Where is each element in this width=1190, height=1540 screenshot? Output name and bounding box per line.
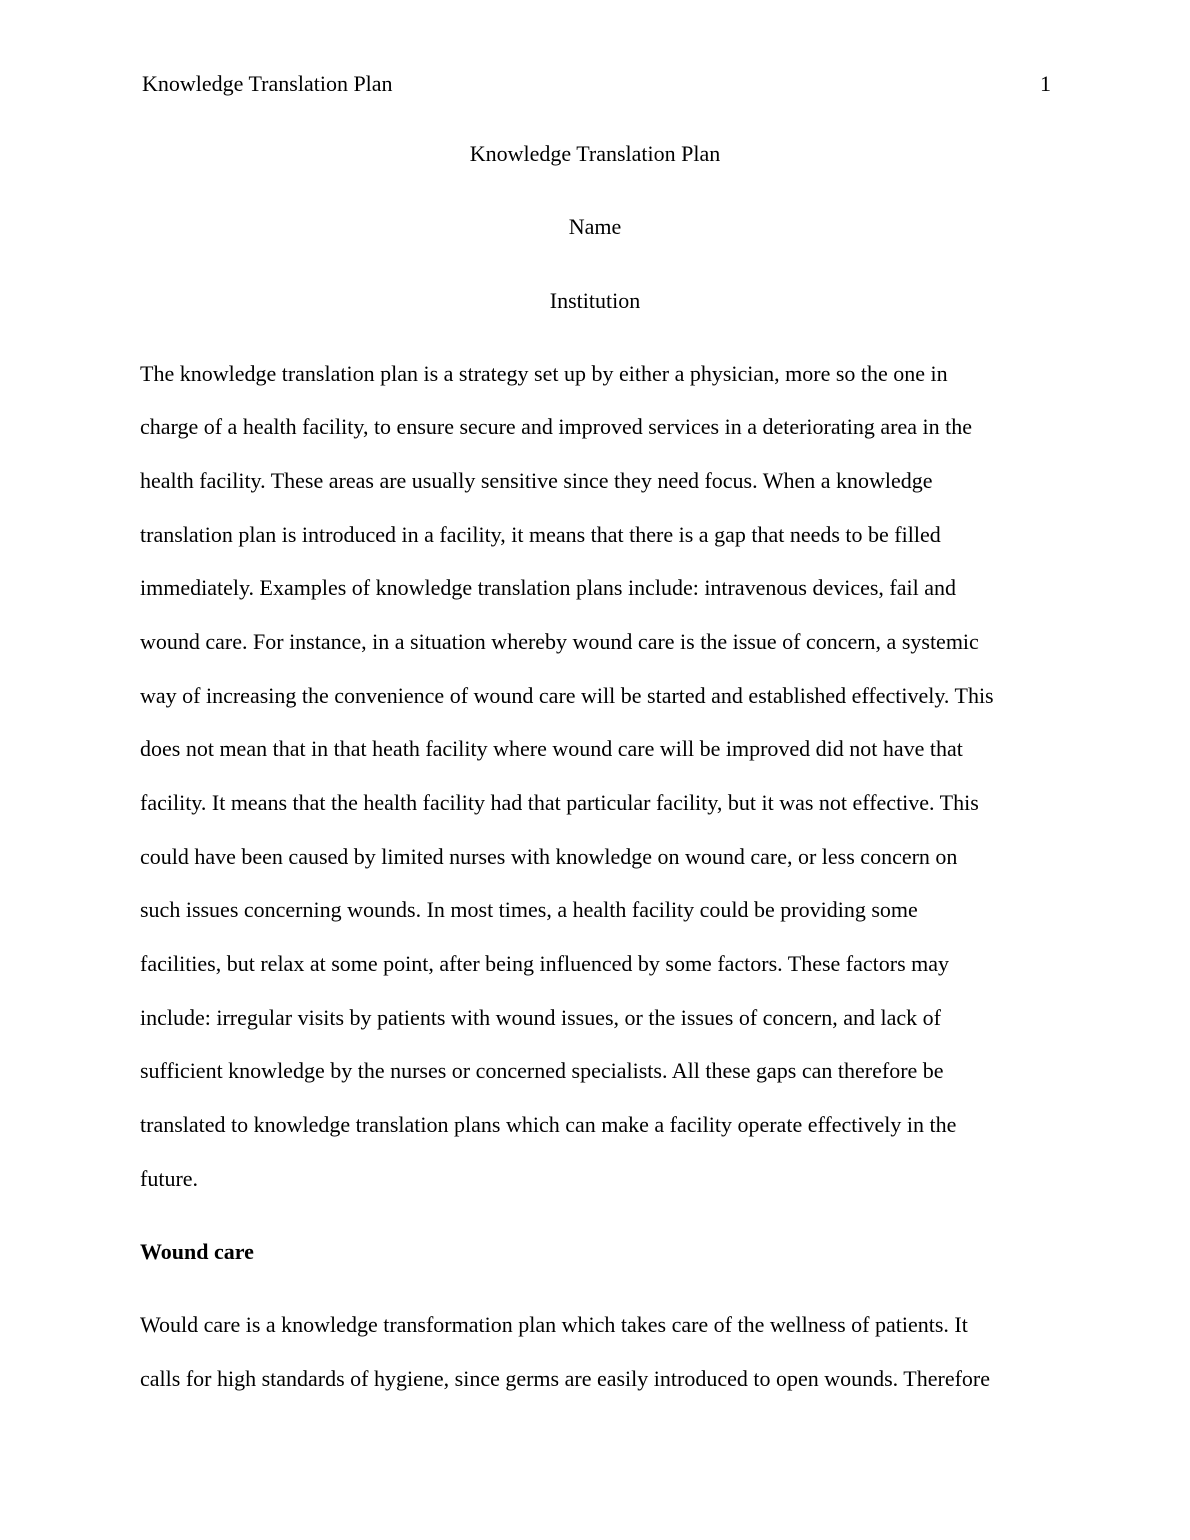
paragraph-line: facility. It means that the health facility had that particular facility, but it was not effective. This: [140, 790, 979, 815]
paragraph-line: does not mean that in that heath facility where wound care will be improved did not have that: [140, 736, 963, 761]
paragraph-line: translation plan is introduced in a facility, it means that there is a gap that needs to be filled: [140, 522, 941, 547]
paragraph-line: Would care is a knowledge transformation plan which takes care of the wellness of patients. It: [140, 1312, 968, 1337]
paragraph-line: The knowledge translation plan is a strategy set up by either a physician, more so the one in: [140, 361, 948, 386]
page-number: 1: [1040, 71, 1051, 96]
paragraph-line: future.: [140, 1166, 199, 1191]
paragraph-line: include: irregular visits by patients with wound issues, or the issues of concern, and lack of: [140, 1005, 941, 1030]
paragraph-line: health facility. These areas are usually sensitive since they need focus. When a knowledge: [140, 468, 933, 493]
institution-name: Institution: [549, 288, 641, 313]
paragraph-line: immediately. Examples of knowledge translation plans include: intravenous devices, fail and: [140, 575, 957, 600]
paragraph-line: charge of a health facility, to ensure secure and improved services in a deteriorating area in the: [140, 414, 972, 439]
paragraph-line: translated to knowledge translation plans which can make a facility operate effectively in the: [140, 1112, 957, 1137]
document-title: Knowledge Translation Plan: [469, 141, 721, 166]
paragraph-line: sufficient knowledge by the nurses or concerned specialists. All these gaps can therefore be: [140, 1058, 944, 1083]
paragraph-line: could have been caused by limited nurses with knowledge on wound care, or less concern on: [140, 844, 958, 869]
author-name: Name: [568, 214, 622, 239]
section-heading-wound-care: Wound care: [140, 1239, 254, 1264]
paragraph-line: facilities, but relax at some point, after being influenced by some factors. These factors may: [140, 951, 950, 976]
paragraph-line: wound care. For instance, in a situation whereby wound care is the issue of concern, a systemic: [140, 629, 979, 654]
running-head: Knowledge Translation Plan: [142, 71, 393, 96]
paragraph-line: such issues concerning wounds. In most times, a health facility could be providing some: [140, 897, 918, 922]
paragraph-line: calls for high standards of hygiene, since germs are easily introduced to open wounds. Therefore: [140, 1366, 990, 1391]
paragraph-line: way of increasing the convenience of wound care will be started and established effectively. This: [140, 683, 994, 708]
